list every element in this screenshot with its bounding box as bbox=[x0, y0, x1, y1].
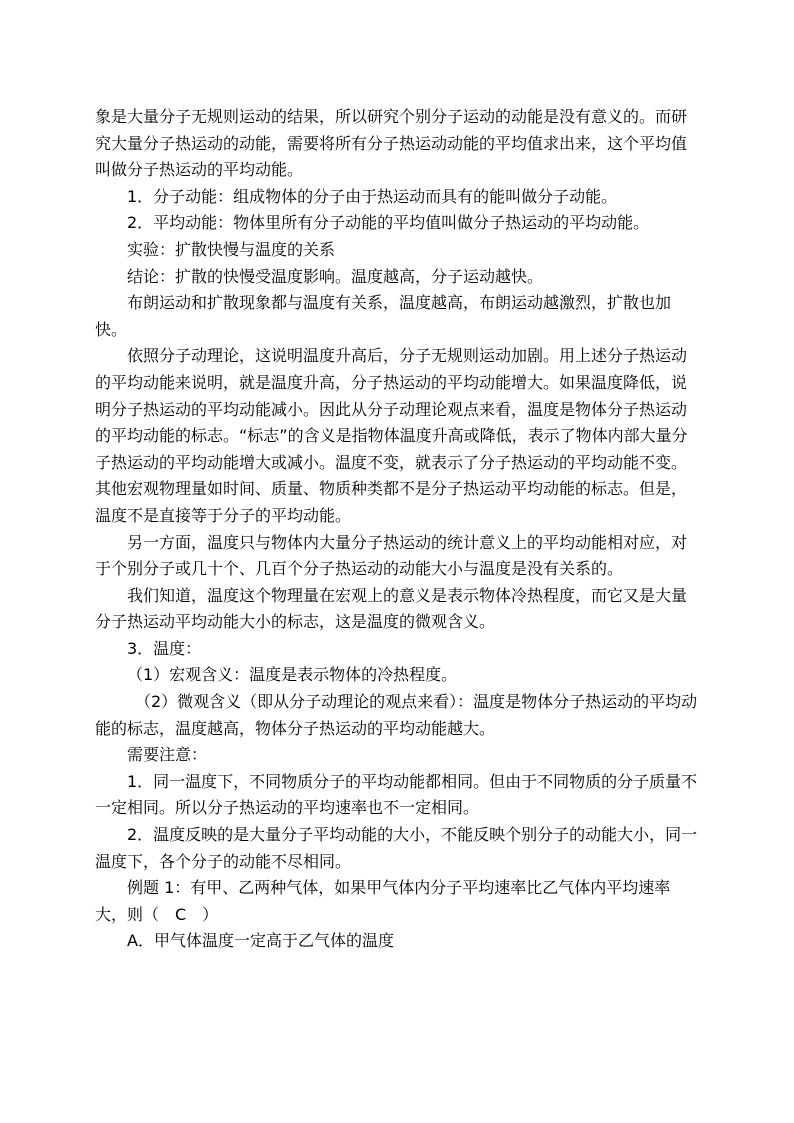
paragraph-temperature-meaning: 我们知道，温度这个物理量在宏观上的意义是表示物体冷热程度，而它又是大量分子热运动平均动能大小的标志，这是温度的微观含义。 bbox=[95, 585, 688, 632]
paragraph-option-a: A．甲气体温度一定高于乙气体的温度 bbox=[127, 931, 394, 951]
paragraph-note-2: 2．温度反映的是大量分子平均动能的大小，不能反映个别分子的动能大小，同一温度下，各个分子的动能不尽相同。 bbox=[95, 825, 698, 871]
paragraph-statistical-meaning: 另一方面，温度只与物体内大量分子热运动的统计意义上的平均动能相对应，对于个别分子或几十个、几百个分子热运动的动能大小与温度是没有关系的。 bbox=[95, 532, 688, 579]
paragraph-micro-meaning: （2）微观含义（即从分子动理论的观点来看）：温度是物体分子热运动的平均动能的标志，温度越高，物体分子热运动的平均动能越大。 bbox=[95, 692, 698, 738]
paragraph-definition-average-kinetic-energy: 2．平均动能：物体里所有分子动能的平均值叫做分子热运动的平均动能。 bbox=[127, 213, 650, 233]
paragraph-brownian-motion: 布朗运动和扩散现象都与温度有关系，温度越高，布朗运动越激烈，扩散也加快。 bbox=[95, 293, 672, 339]
paragraph-macro-meaning: （1）宏观含义：温度是表示物体的冷热程度。 bbox=[127, 665, 458, 685]
paragraph-experiment: 实验：扩散快慢与温度的关系 bbox=[127, 239, 336, 259]
paragraph-kinetic-theory: 依照分子动理论，这说明温度升高后，分子无规则运动加剧。用上述分子热运动的平均动能来说明，就是温度升高，分子热运动的平均动能增大。如果温度降低，说明分子热运动的平均动能减小。因此从分子动理论观点来看，温度是物体分子热运动的平均动能的标志。“标志”的含义是指物体温度升高或降低，表示了物体内部大量分子热运动的平均动能增大或减小。温度不变，就表示了分子热运动的平均动能不变。其他宏观物理量如时间、质量、物质种类都不是分子热运动平均动能的标志。但是，温度不是直接等于分子的平均动能。 bbox=[95, 346, 688, 525]
heading-notes: 需要注意： bbox=[127, 745, 208, 765]
document-page bbox=[95, 104, 701, 955]
paragraph-example-1: 例题 1：有甲、乙两种气体，如果甲气体内分子平均速率比乙气体内平均速率大，则（ C ） bbox=[95, 878, 671, 924]
paragraph-note-1: 1．同一温度下，不同物质分子的平均动能都相同。但由于不同物质的分子质量不一定相同。所以分子热运动的平均速率也不一定相同。 bbox=[95, 771, 698, 818]
heading-temperature: 3．温度： bbox=[127, 638, 202, 658]
paragraph-definition-molecular-kinetic-energy: 1．分子动能：组成物体的分子由于热运动而具有的能叫做分子动能。 bbox=[127, 186, 618, 206]
paragraph-conclusion: 结论：扩散的快慢受温度影响。温度越高，分子运动越快。 bbox=[127, 266, 544, 286]
paragraph-intro: 象是大量分子无规则运动的结果，所以研究个别分子运动的动能是没有意义的。而研究大量分子热运动的动能，需要将所有分子热运动动能的平均值求出来，这个平均值叫做分子热运动的平均动能。 bbox=[95, 107, 688, 180]
